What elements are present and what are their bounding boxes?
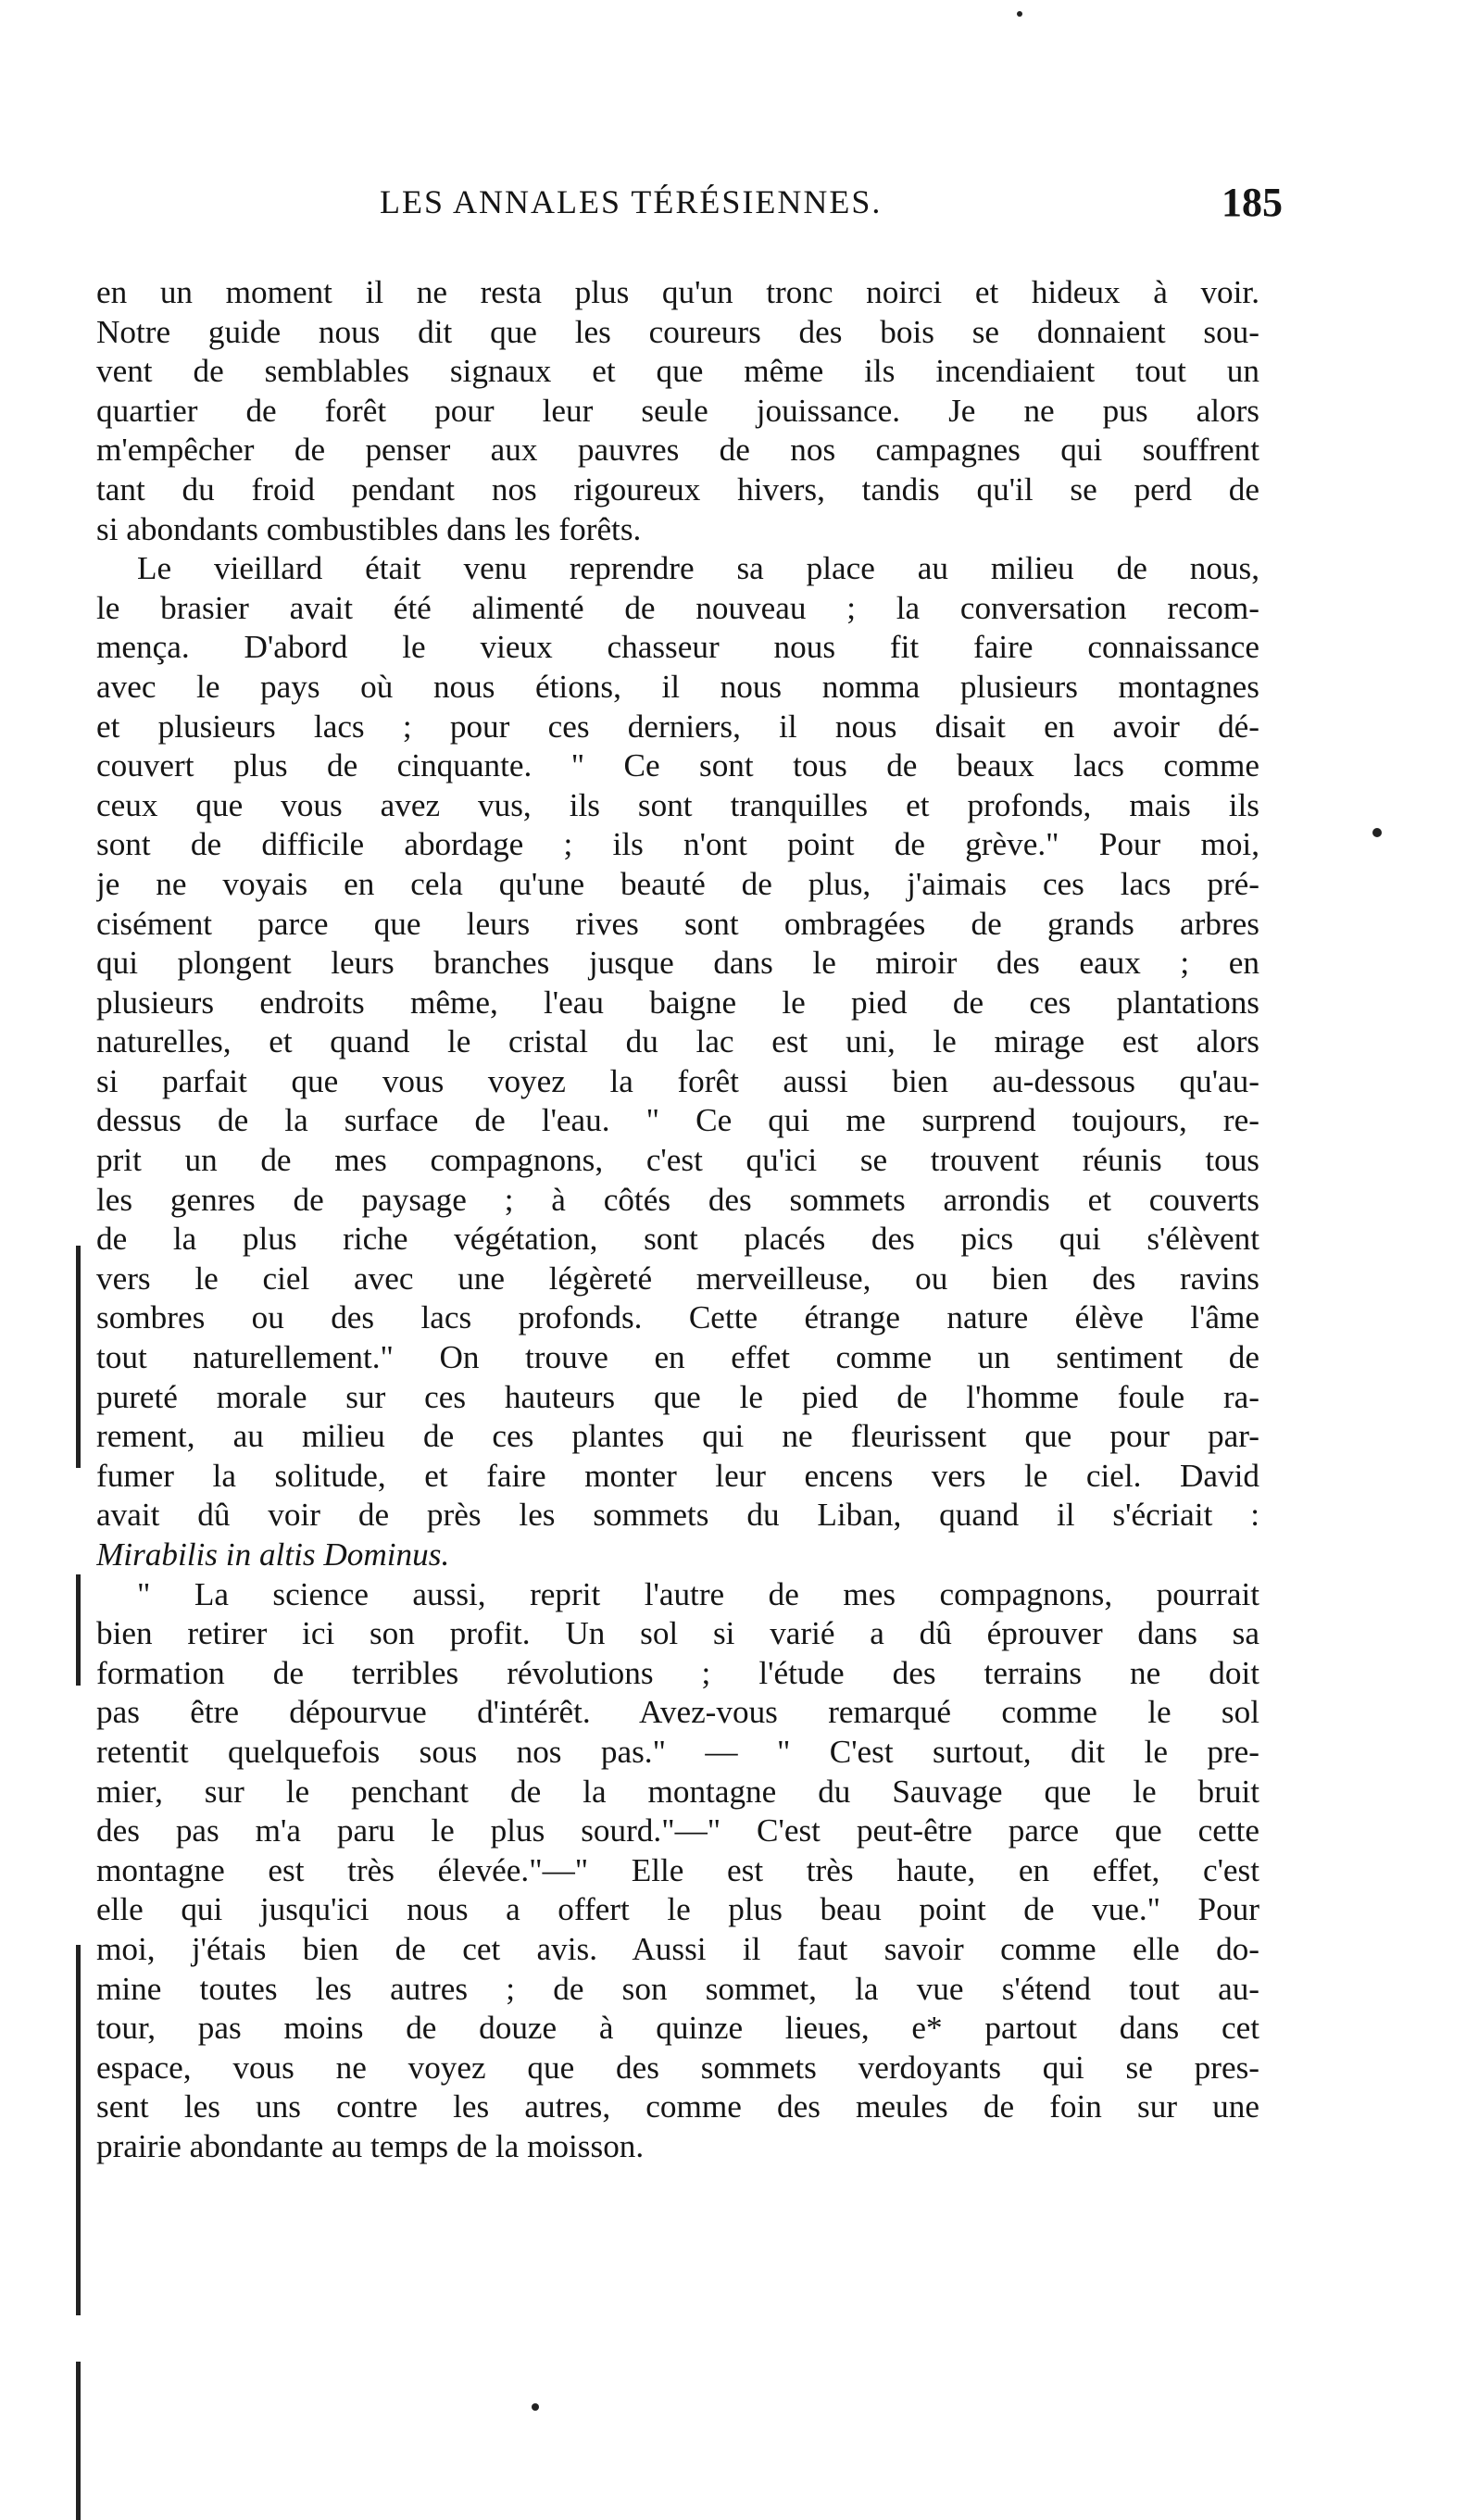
text-line: espace, vous ne voyez que des sommets verdoyants qui se pres- xyxy=(96,2049,1259,2086)
margin-mark xyxy=(76,1246,81,1468)
text-line: de la plus riche végétation, sont placés des pics qui s'élèvent xyxy=(96,1221,1259,1258)
text-line: sombres ou des lacs profonds. Cette étrange nature élève l'âme xyxy=(96,1299,1259,1336)
page-header xyxy=(380,182,1283,238)
text-line: qui plongent leurs branches jusque dans le miroir des eaux ; en xyxy=(96,945,1259,982)
text-line: montagne est très élevée."—" Elle est très haute, en effet, c'est xyxy=(96,1851,1259,1888)
text-line: retentit quelquefois sous nos pas." — " C'est surtout, dit le pre- xyxy=(96,1733,1259,1770)
text-line: Notre guide nous dit que les coureurs des bois se donnaient sou- xyxy=(96,313,1259,350)
text-line: en un moment il ne resta plus qu'un tronc noirci et hideux à voir. xyxy=(96,274,1259,310)
page-number: 185 xyxy=(1222,180,1283,225)
text-line: tant du froid pendant nos rigoureux hivers, tandis qu'il se perd de xyxy=(96,470,1259,508)
text-line: si parfait que vous voyez la forêt aussi bien au-dessous qu'au- xyxy=(96,1062,1259,1099)
text-line: m'empêcher de penser aux pauvres de nos campagnes qui souffrent xyxy=(96,432,1259,469)
text-line: fumer la solitude, et faire monter leur encens vers le ciel. David xyxy=(96,1457,1259,1494)
text-line: si abondants combustibles dans les forêts. xyxy=(96,510,642,547)
text-line: et plusieurs lacs ; pour ces derniers, il nous disait en avoir dé- xyxy=(96,708,1259,745)
margin-mark xyxy=(76,1945,81,2315)
body-text xyxy=(96,273,1259,2167)
text-line: mier, sur le penchant de la montagne du Sauvage que le bruit xyxy=(96,1773,1259,1810)
text-line: plusieurs endroits même, l'eau baigne le pied de ces plantations xyxy=(96,984,1259,1021)
text-line: couvert plus de cinquante. " Ce sont tous de beaux lacs comme xyxy=(96,747,1259,784)
text-line: quartier de forêt pour leur seule jouissance. Je ne pus alors xyxy=(96,392,1259,429)
text-line: avait dû voir de près les sommets du Liban, quand il s'écriait : xyxy=(96,1497,1259,1534)
text-line: " La science aussi, reprit l'autre de mes compagnons, pourrait xyxy=(137,1575,1259,1612)
text-line: formation de terribles révolutions ; l'étude des terrains ne doit xyxy=(96,1654,1259,1691)
margin-mark xyxy=(76,2362,81,2520)
text-line: je ne voyais en cela qu'une beauté de plus, j'aimais ces lacs pré- xyxy=(96,865,1259,902)
margin-mark xyxy=(76,1574,81,1686)
text-line: ceux que vous avez vus, ils sont tranquilles et profonds, mais ils xyxy=(96,786,1259,823)
text-line: sont de difficile abordage ; ils n'ont point de grève." Pour moi, xyxy=(96,826,1259,863)
ink-speck xyxy=(532,2403,539,2411)
text-line: le brasier avait été alimenté de nouveau ; la conversation recom- xyxy=(96,589,1259,626)
text-line: bien retirer ici son profit. Un sol si varié a dû éprouver dans sa xyxy=(96,1615,1259,1652)
text-line: mença. D'abord le vieux chasseur nous fit faire connaissance xyxy=(96,629,1259,666)
text-line: des pas m'a paru le plus sourd."—" C'est peut-être parce que cette xyxy=(96,1812,1259,1849)
text-line: prairie abondante au temps de la moisson. xyxy=(96,2127,645,2164)
running-title: LES ANNALES TÉRÉSIENNES. xyxy=(380,183,883,220)
text-line: naturelles, et quand le cristal du lac est uni, le mirage est alors xyxy=(96,1023,1259,1060)
text-line: mine toutes les autres ; de son sommet, la vue s'étend tout au- xyxy=(96,1970,1259,2007)
text-line: dessus de la surface de l'eau. " Ce qui me surprend toujours, re- xyxy=(96,1102,1259,1139)
text-line: vent de semblables signaux et que même ils incendiaient tout un xyxy=(96,353,1259,390)
text-line: prit un de mes compagnons, c'est qu'ici se trouvent réunis tous xyxy=(96,1142,1259,1179)
ink-speck xyxy=(1372,828,1382,837)
text-line: sent les uns contre les autres, comme des meules de foin sur une xyxy=(96,2088,1259,2125)
text-line: avec le pays où nous étions, il nous nomma plusieurs montagnes xyxy=(96,668,1259,705)
text-line: tout naturellement." On trouve en effet comme un sentiment de xyxy=(96,1339,1259,1376)
text-line: pureté morale sur ces hauteurs que le pied de l'homme foule ra- xyxy=(96,1378,1259,1415)
text-line: cisément parce que leurs rives sont ombragées de grands arbres xyxy=(96,905,1259,942)
text-line: les genres de paysage ; à côtés des sommets arrondis et couverts xyxy=(96,1181,1259,1218)
ink-speck xyxy=(1017,11,1022,17)
latin-quotation: Mirabilis in altis Dominus. xyxy=(96,1536,450,1573)
text-line: pas être dépourvue d'intérêt. Avez-vous remarqué comme le sol xyxy=(96,1694,1259,1731)
text-line: vers le ciel avec une légèreté merveilleuse, ou bien des ravins xyxy=(96,1260,1259,1297)
text-line: moi, j'étais bien de cet avis. Aussi il faut savoir comme elle do- xyxy=(96,1930,1259,1967)
text-line: Le vieillard était venu reprendre sa place au milieu de nous, xyxy=(137,550,1259,587)
text-line: elle qui jusqu'ici nous a offert le plus beau point de vue." Pour xyxy=(96,1891,1259,1928)
text-line: rement, au milieu de ces plantes qui ne fleurissent que pour par- xyxy=(96,1418,1259,1455)
text-line: tour, pas moins de douze à quinze lieues, e* partout dans cet xyxy=(96,2010,1259,2047)
